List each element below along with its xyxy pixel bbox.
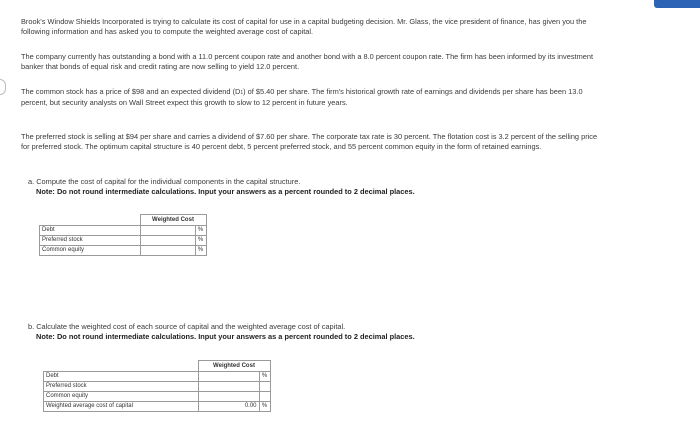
table-row: [44, 372, 271, 382]
percent-sign: %: [195, 226, 206, 236]
part-b-table: [43, 360, 271, 412]
row-label-common: Common equity: [40, 246, 141, 256]
row-label-debt: Debt: [40, 226, 141, 236]
percent-sign: %: [259, 372, 270, 382]
row-label-wacc: Weighted average cost of capital: [44, 402, 199, 412]
debt-weighted-input[interactable]: [199, 372, 259, 381]
part-a-question: a. Compute the cost of capital for the individual components in the capital structure. Note: Do not round intermediate calculations. Input your answers as a percent rounded to 2 decimal places.: [28, 177, 548, 196]
preferred-weighted-input[interactable]: [199, 382, 259, 391]
preferred-stock-paragraph: The preferred stock is selling at $94 per share and carries a dividend of $7.60 per share. The corporate tax rate is 30 percent. The flotation cost is 3.2 percent of the selling price for preferred stock. The optimum capital structure is 40 percent debt, 5 percent preferred stock, and 55 percent common equity in the form of retained earnings.: [21, 132, 598, 151]
preferred-cost-input[interactable]: [141, 236, 195, 245]
table-row: [44, 392, 271, 402]
debt-cost-input[interactable]: [141, 226, 195, 235]
row-label-common: Common equity: [44, 392, 199, 402]
part-a-table: [39, 214, 207, 256]
percent-sign: [259, 392, 270, 402]
part-b-question: b. Calculate the weighted cost of each source of capital and the weighted average cost of capital. Note: Do not round intermediate calculations. Input your answers as a percent rounded to 2 decimal places.: [28, 322, 588, 341]
top-right-button[interactable]: [654, 0, 700, 8]
common-weighted-input[interactable]: [199, 392, 259, 401]
scroll-marker: [0, 79, 6, 95]
table-row: [40, 226, 207, 236]
part-a-note: Note: Do not round intermediate calculations. Input your answers as a percent rounded to 2 decimal places.: [36, 186, 415, 196]
percent-sign: %: [195, 246, 206, 256]
row-label-preferred: Preferred stock: [40, 236, 141, 246]
part-a-header: Weighted Cost: [140, 215, 206, 226]
common-cost-input[interactable]: [141, 246, 195, 255]
table-row: [44, 402, 271, 412]
wacc-value: 0.00: [244, 403, 257, 409]
subscript-1: 1: [240, 90, 244, 96]
row-label-preferred: Preferred stock: [44, 382, 199, 392]
part-b-note: Note: Do not round intermediate calculations. Input your answers as a percent rounded to 2 decimal places.: [36, 331, 415, 341]
common-stock-paragraph: The common stock has a price of $98 and an expected dividend (D1) of $5.40 per share. The firm's historical growth rate of earnings and dividends per share has been 13.0 percent, but security analysts on Wall Street expect this growth to slow to 12 percent in future years.: [21, 87, 583, 107]
bonds-paragraph: The company currently has outstanding a bond with a 11.0 percent coupon rate and another bond with a 8.0 percent coupon rate. The firm has been informed by its investment banker that bonds of equal risk and credit rating are now selling to yield 12.0 percent.: [21, 52, 594, 71]
row-label-debt: Debt: [44, 372, 199, 382]
table-row: [40, 236, 207, 246]
percent-sign: %: [259, 402, 270, 412]
percent-sign: [259, 382, 270, 392]
intro-paragraph: Brook's Window Shields Incorporated is trying to calculate its cost of capital for use in a capital budgeting decision. Mr. Glass, the vice president of finance, has given you the following information and has asked you to compute the weighted average cost of capital.: [21, 17, 587, 36]
part-b-header: Weighted Cost: [198, 361, 270, 372]
table-row: [44, 382, 271, 392]
table-row: [40, 246, 207, 256]
percent-sign: %: [195, 236, 206, 246]
